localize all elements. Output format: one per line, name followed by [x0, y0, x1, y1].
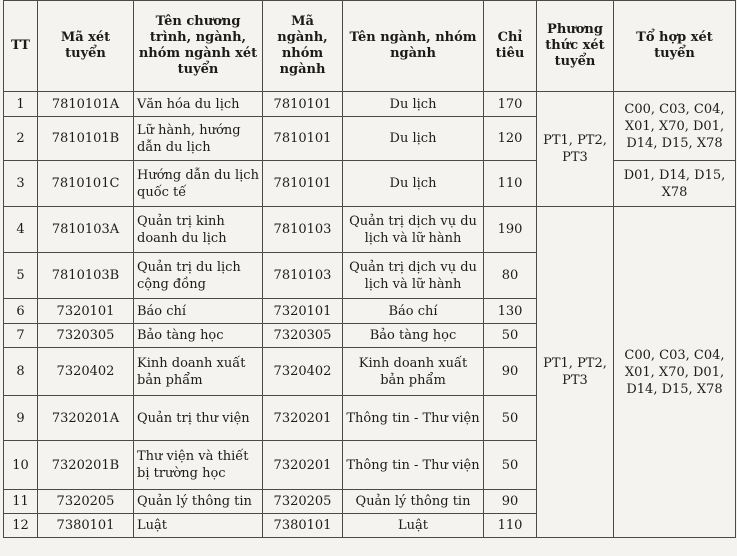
header-phuong-thuc: Phương thức xét tuyển [537, 1, 614, 92]
cell-ma-xet-tuyen: 7320101 [38, 299, 134, 324]
cell-ten-nganh: Báo chí [343, 299, 484, 324]
cell-ma-xet-tuyen: 7810101A [38, 92, 134, 117]
cell-ten-nganh: Kinh doanh xuất bản phẩm [343, 348, 484, 396]
cell-chi-tieu: 80 [484, 253, 537, 299]
cell-to-hop-group-1: C00, C03, C04, X01, X70, D01, D14, D15, X78 [614, 92, 736, 161]
cell-ten-chuong-trinh: Hướng dẫn du lịch quốc tế [134, 161, 263, 207]
header-tt: TT [4, 1, 38, 92]
cell-tt: 12 [4, 514, 38, 538]
cell-chi-tieu: 120 [484, 117, 537, 161]
cell-tt: 11 [4, 490, 38, 514]
cell-ma-nganh: 7320205 [263, 490, 343, 514]
cell-tt: 1 [4, 92, 38, 117]
cell-ma-xet-tuyen: 7320305 [38, 324, 134, 348]
cell-ten-chuong-trinh: Kinh doanh xuất bản phẩm [134, 348, 263, 396]
cell-tt: 2 [4, 117, 38, 161]
cell-ten-nganh: Thông tin - Thư viện [343, 396, 484, 441]
cell-tt: 3 [4, 161, 38, 207]
table-row [4, 207, 736, 253]
cell-chi-tieu: 90 [484, 490, 537, 514]
cell-ma-nganh: 7810101 [263, 92, 343, 117]
cell-ma-nganh: 7810101 [263, 117, 343, 161]
cell-ten-chuong-trinh: Quản lý thông tin [134, 490, 263, 514]
cell-to-hop-group-3: C00, C03, C04, X01, X70, D01, D14, D15, X78 [614, 207, 736, 538]
cell-phuong-thuc-group-2: PT1, PT2, PT3 [537, 207, 614, 538]
cell-ten-nganh: Quản lý thông tin [343, 490, 484, 514]
header-to-hop: Tổ hợp xét tuyển [614, 1, 736, 92]
cell-ten-nganh: Quản trị dịch vụ du lịch và lữ hành [343, 207, 484, 253]
cell-ten-chuong-trinh: Quản trị thư viện [134, 396, 263, 441]
cell-to-hop-group-2: D01, D14, D15, X78 [614, 161, 736, 207]
cell-chi-tieu: 50 [484, 324, 537, 348]
cell-phuong-thuc-group-1: PT1, PT2, PT3 [537, 92, 614, 207]
cell-ma-xet-tuyen: 7320201B [38, 441, 134, 490]
cell-ma-xet-tuyen: 7320201A [38, 396, 134, 441]
cell-tt: 6 [4, 299, 38, 324]
header-ma-nganh: Mã ngành, nhóm ngành [263, 1, 343, 92]
cell-ten-nganh: Thông tin - Thư viện [343, 441, 484, 490]
cell-ma-xet-tuyen: 7810103A [38, 207, 134, 253]
cell-ten-chuong-trinh: Lữ hành, hướng dẫn du lịch [134, 117, 263, 161]
cell-tt: 5 [4, 253, 38, 299]
cell-ma-xet-tuyen: 7320402 [38, 348, 134, 396]
cell-tt: 10 [4, 441, 38, 490]
cell-ten-nganh: Du lịch [343, 161, 484, 207]
header-ten-nganh: Tên ngành, nhóm ngành [343, 1, 484, 92]
cell-ten-chuong-trinh: Báo chí [134, 299, 263, 324]
admission-table [3, 0, 736, 538]
cell-tt: 8 [4, 348, 38, 396]
cell-chi-tieu: 170 [484, 92, 537, 117]
cell-ma-xet-tuyen: 7810103B [38, 253, 134, 299]
cell-tt: 9 [4, 396, 38, 441]
cell-ten-nganh: Du lịch [343, 92, 484, 117]
cell-ma-xet-tuyen: 7810101C [38, 161, 134, 207]
cell-ten-chuong-trinh: Luật [134, 514, 263, 538]
cell-ma-nganh: 7320201 [263, 396, 343, 441]
table-row [4, 92, 736, 117]
cell-tt: 4 [4, 207, 38, 253]
cell-chi-tieu: 110 [484, 514, 537, 538]
cell-ten-chuong-trinh: Văn hóa du lịch [134, 92, 263, 117]
cell-chi-tieu: 190 [484, 207, 537, 253]
cell-ma-xet-tuyen: 7320205 [38, 490, 134, 514]
cell-ma-nganh: 7810101 [263, 161, 343, 207]
cell-chi-tieu: 50 [484, 441, 537, 490]
header-ma-xet-tuyen: Mã xét tuyển [38, 1, 134, 92]
header-row [4, 1, 736, 92]
cell-ma-nganh: 7810103 [263, 207, 343, 253]
cell-chi-tieu: 50 [484, 396, 537, 441]
cell-ten-nganh: Bảo tàng học [343, 324, 484, 348]
cell-ten-chuong-trinh: Thư viện và thiết bị trường học [134, 441, 263, 490]
cell-ma-nganh: 7320305 [263, 324, 343, 348]
cell-ma-nganh: 7320201 [263, 441, 343, 490]
table-row [4, 161, 736, 207]
cell-ten-chuong-trinh: Quản trị du lịch cộng đồng [134, 253, 263, 299]
cell-chi-tieu: 110 [484, 161, 537, 207]
cell-ma-nganh: 7810103 [263, 253, 343, 299]
header-ten-chuong-trinh: Tên chương trình, ngành, nhóm ngành xét tuyển [134, 1, 263, 92]
cell-ma-xet-tuyen: 7380101 [38, 514, 134, 538]
header-chi-tieu: Chỉ tiêu [484, 1, 537, 92]
cell-ma-nganh: 7320101 [263, 299, 343, 324]
cell-ten-nganh: Luật [343, 514, 484, 538]
cell-ma-xet-tuyen: 7810101B [38, 117, 134, 161]
cell-ma-nganh: 7320402 [263, 348, 343, 396]
cell-ten-nganh: Quản trị dịch vụ du lịch và lữ hành [343, 253, 484, 299]
cell-chi-tieu: 130 [484, 299, 537, 324]
cell-ten-chuong-trinh: Bảo tàng học [134, 324, 263, 348]
cell-ten-nganh: Du lịch [343, 117, 484, 161]
cell-ten-chuong-trinh: Quản trị kinh doanh du lịch [134, 207, 263, 253]
cell-ma-nganh: 7380101 [263, 514, 343, 538]
cell-tt: 7 [4, 324, 38, 348]
cell-chi-tieu: 90 [484, 348, 537, 396]
